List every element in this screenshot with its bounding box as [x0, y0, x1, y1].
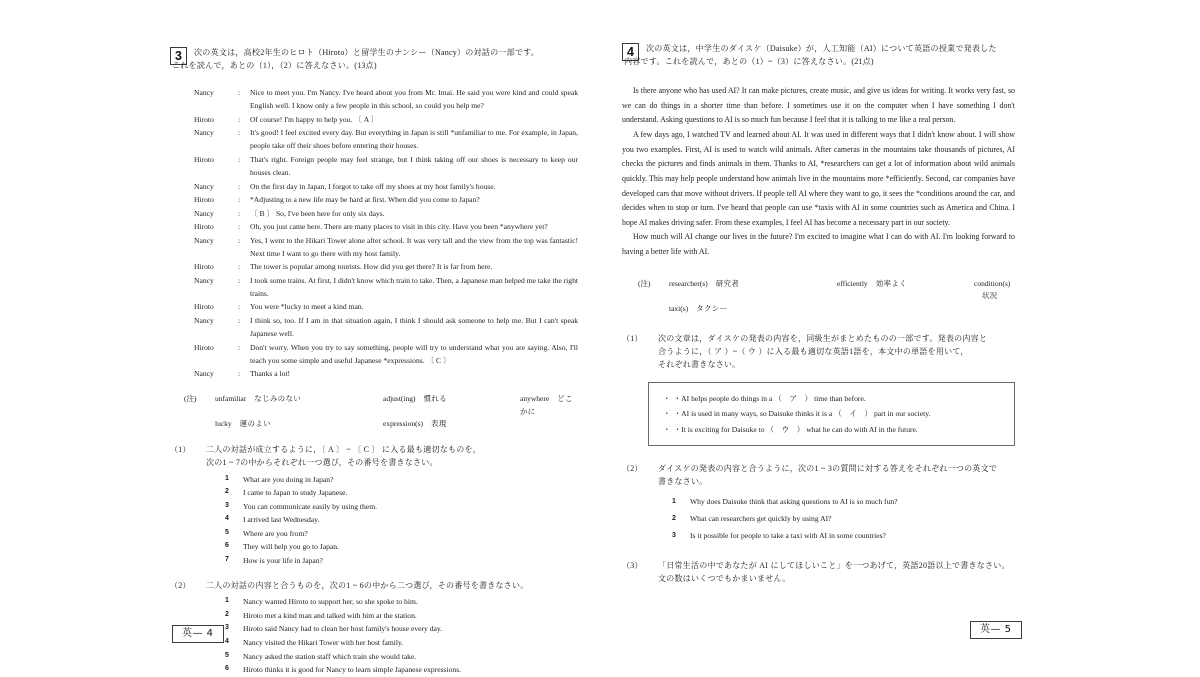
choice-text: Is it possible for people to take a taxi with AI in some countries?: [690, 530, 886, 540]
dialogue-speaker: Nancy: [194, 181, 214, 191]
bullet-icon: ・: [663, 424, 671, 434]
note-entry: [520, 393, 578, 418]
notes-row: [638, 303, 1015, 316]
note-gloss: 運のよい: [239, 419, 271, 429]
note-term: expression(s): [383, 419, 423, 429]
question-3-instruction: [172, 46, 540, 72]
sub-question-4-1: [622, 332, 1015, 372]
choice-item: [225, 540, 578, 554]
dialogue-colon: :: [238, 128, 241, 138]
choice-text: Where are you from?: [243, 528, 308, 538]
dialogue-line: [194, 113, 578, 126]
note-gloss: 効率よく: [875, 278, 907, 288]
dialogue-text: *Adjusting to a new life may be hard at first. When did you come to Japan?: [250, 195, 480, 205]
dialogue-speaker: Nancy: [194, 235, 214, 245]
choice-number: 7: [225, 555, 229, 563]
question-4-heading: [622, 42, 1015, 68]
note-gloss: 研究者: [715, 278, 740, 288]
notes-row: [638, 278, 1015, 303]
sub-question-text: [658, 332, 1015, 372]
note-entry: [215, 418, 383, 431]
bullet-icon: ・: [663, 409, 671, 419]
dialogue-text: You were *lucky to meet a kind man.: [250, 302, 364, 312]
note-gloss: 表現: [431, 419, 447, 429]
question-4-instruction-line2: 内容です。これを読んで，あとの（1）~（3）に答えなさい。(21点): [624, 57, 874, 67]
choice-list: [225, 595, 578, 676]
sub-question-label: （2）: [170, 581, 191, 591]
choice-number: 4: [225, 515, 229, 523]
choice-item: [225, 513, 578, 527]
sub-question-4-2: [622, 462, 1015, 545]
dialogue-text: Nice to meet you. I'm Nancy. I've heard about you from Mr. Imai. He said you were kind and could speak English well. I know only a few people in this school, so could you help me?: [250, 88, 578, 111]
dialogue-text: Yes, I went to the Hikari Tower alone after school. It was very tall and the view from the top was fantastic! Next time I want to go there with my host family.: [250, 235, 578, 258]
sub-question-text-line2: 文の数はいくつでもかまいません。: [658, 573, 791, 583]
choice-number: 2: [225, 610, 229, 618]
choice-item: [672, 511, 1015, 528]
choice-text: How is your life in Japan?: [243, 555, 323, 565]
sub-question-text-line2: 次の1 ~ 7の中からそれぞれ一つ選び，その番号を書きなさい。: [206, 458, 438, 468]
dialogue-colon: :: [238, 342, 241, 352]
dialogue-text: Don't worry. When you try to say something, people will try to understand what you are saying. Also, I'll teach you some simple and useful Japanese *expressions. 〔 C 〕: [250, 342, 578, 365]
summary-line: [663, 391, 1002, 406]
note-gloss: 状況: [982, 291, 998, 301]
sub-question-text-line1: ダイスケの発表の内容と合うように，次の1 ~ 3の質問に対する答えをそれぞれ一つの英文で: [658, 463, 998, 473]
note-term: researcher(s): [669, 278, 708, 288]
notes-block-question-3: [184, 393, 578, 431]
question-4-instruction: [624, 42, 997, 68]
sub-question-text: [658, 462, 1015, 489]
question-number-box: 4: [622, 43, 639, 61]
choice-number: 2: [225, 488, 229, 496]
summary-line-text: ・AI helps people do things in a （ ア ） time than before.: [673, 394, 866, 404]
choice-number: 3: [225, 624, 229, 632]
dialogue-text: 〔 B 〕 So, I've been here for only six days.: [250, 208, 385, 218]
choice-item: [672, 528, 1015, 545]
dialogue-colon: :: [238, 195, 241, 205]
sub-question-text-line1: 「日常生活の中であなたが AI にしてほしいこと」を一つあげて，英語20語以上で書きなさい。: [658, 560, 1010, 570]
dialogue-colon: :: [238, 114, 241, 124]
note-term: unfamiliar: [215, 394, 247, 404]
choice-number: 5: [225, 528, 229, 536]
choice-list: [225, 473, 578, 568]
choice-number: 6: [225, 542, 229, 550]
page-left: [0, 0, 600, 675]
dialogue-text: Of course! I'm happy to help you. 〔 A 〕: [250, 114, 379, 124]
sub-question-label: （1）: [170, 445, 191, 455]
choice-item: [225, 595, 578, 609]
choice-number: 4: [225, 637, 229, 645]
choice-item: [225, 486, 578, 500]
choice-text: What can researchers get quickly by using AI?: [690, 514, 832, 524]
question-number-box: 3: [170, 47, 187, 65]
choice-text: Nancy visited the Hikari Tower with her host family.: [243, 637, 404, 647]
choice-number: 1: [225, 474, 229, 482]
notes-row: [184, 393, 578, 418]
page-right: [600, 0, 1200, 675]
sub-question-4-3: [622, 559, 1015, 586]
dialogue-speaker: Nancy: [194, 369, 214, 379]
note-term: lucky: [215, 419, 232, 429]
sub-question-label: （2）: [622, 463, 643, 473]
notes-label: (注): [638, 278, 651, 288]
note-entry: [669, 303, 837, 316]
note-gloss: なじみのない: [254, 394, 302, 404]
note-term: anywhere: [520, 394, 550, 404]
choice-text: Hiroto thinks it is good for Nancy to learn simple Japanese expressions.: [243, 665, 462, 675]
note-entry: [383, 418, 520, 431]
page-tag-right: [970, 621, 1022, 640]
dialogue-line: [194, 86, 578, 112]
dialogue-line: [194, 341, 578, 367]
question-3-instruction-line2: これを読んで，あとの（1），（2）に答えなさい。(13点): [172, 61, 377, 71]
page-tag-left-text: 英— 4: [182, 627, 214, 639]
choice-number: 5: [225, 651, 229, 659]
dialogue-colon: :: [238, 369, 241, 379]
choice-number: 3: [225, 501, 229, 509]
question-3-instruction-line1: 次の英文は，高校2年生のヒロト（Hiroto）と留学生のナンシー（Nancy）の対話の一部です。: [194, 48, 540, 57]
choice-item: [225, 473, 578, 487]
dialogue-colon: :: [238, 302, 241, 312]
passage-paragraph: Is there anyone who has used AI? It can make pictures, create music, and give us ideas for writing. It works very fast, so we can do things in a shorter time than before. I sometimes use it on the computer when I have something I don't understand. Asking questions to AI is so much fun because I feel that it is talking to me like a real person.: [622, 86, 1015, 125]
note-gloss: 慣れる: [423, 394, 447, 404]
note-term: efficiently: [837, 278, 868, 288]
dialogue-text: The tower is popular among tourists. How did you get there? It is far from here.: [250, 262, 493, 272]
dialogue-colon: :: [238, 222, 241, 232]
choice-text: Nancy wanted Hiroto to support her, so she spoke to him.: [243, 597, 418, 607]
choice-item: [225, 500, 578, 514]
choice-number: 1: [672, 498, 676, 506]
choice-item: [225, 527, 578, 541]
dialogue-line: [194, 260, 578, 273]
bullet-icon: ・: [663, 394, 671, 404]
note-term: taxi(s): [669, 303, 689, 313]
choice-number: 2: [672, 515, 676, 523]
dialogue-colon: :: [238, 181, 241, 191]
sub-question-text: 二人の対話の内容と合うものを，次の1 ~ 6の中から二つ選び，その番号を書きなさい。: [206, 581, 529, 591]
choice-text: Why does Daisuke think that asking questions to AI is so much fun?: [690, 497, 898, 507]
dialogue-text: Oh, you just came here. There are many places to visit in this city. Have you been *anywhere yet?: [250, 222, 548, 232]
choice-text: Hiroto said Nancy had to clean her host family's house every day.: [243, 624, 443, 634]
dialogue-speaker: Nancy: [194, 88, 214, 98]
dialogue-line: [194, 314, 578, 340]
dialogue-line: [194, 153, 578, 179]
dialogue-speaker: Nancy: [194, 275, 214, 285]
sub-question-text-line1: 二人の対話が成立するように，〔 A 〕 ~ 〔 C 〕 に入る最も適切なものを，: [206, 445, 481, 455]
choice-text: You can communicate easily by using them.: [243, 501, 377, 511]
sub-question-label: （1）: [622, 333, 643, 343]
question-3-heading: [170, 46, 578, 72]
note-entry: [974, 278, 1015, 303]
choice-number: 6: [225, 665, 229, 673]
sub-question-label: （3）: [622, 560, 643, 570]
note-term: adjust(ing): [383, 394, 416, 404]
summary-line: [663, 406, 1002, 421]
sub-question-text-line1: 次の文章は，ダイスケの発表の内容を，同級生がまとめたものの一部です。発表の内容と: [658, 333, 988, 343]
sub-question-3-2: [170, 579, 578, 676]
dialogue-speaker: Hiroto: [194, 342, 214, 352]
summary-fill-in-box: [648, 382, 1015, 446]
dialogue-line: [194, 126, 578, 152]
sub-question-text: [206, 443, 578, 470]
choice-item: [225, 554, 578, 568]
dialogue-text: Thanks a lot!: [250, 369, 291, 379]
choice-text: They will help you go to Japan.: [243, 542, 339, 552]
choice-item: [225, 650, 578, 664]
dialogue-line: [194, 274, 578, 300]
choice-text: Nancy asked the station staff which train she would take.: [243, 651, 417, 661]
dialogue-line: [194, 193, 578, 206]
notes-label-spacer: [638, 303, 669, 316]
note-entry: [383, 393, 520, 418]
note-gloss: どこかに: [520, 394, 573, 416]
dialogue-speaker: Hiroto: [194, 114, 214, 124]
choice-text: I arrived last Wednesday.: [243, 515, 320, 525]
sub-question-text-line2: 書きなさい。: [658, 477, 708, 487]
notes-block-question-4: [638, 278, 1015, 316]
note-entry: [837, 278, 974, 303]
dialogue-colon: :: [238, 262, 241, 272]
dialogue-colon: :: [238, 154, 241, 164]
choice-list: [672, 494, 1015, 544]
choice-text: I came to Japan to study Japanese.: [243, 488, 348, 498]
passage-paragraph: How much will AI change our lives in the future? I'm excited to imagine what I can do with AI. I'm looking forward to having a better life with AI.: [622, 232, 1015, 257]
choice-item: [672, 494, 1015, 511]
dialogue-colon: :: [238, 275, 241, 285]
note-entry: [215, 393, 383, 418]
sub-question-text: [658, 559, 1015, 586]
dialogue-line: [194, 367, 578, 380]
note-entry: [669, 278, 837, 303]
sub-question-3-1: [170, 443, 578, 567]
reading-passage: [622, 84, 1015, 260]
choice-item: [225, 609, 578, 623]
choice-text: What are you doing in Japan?: [243, 474, 334, 484]
dialogue-speaker: Hiroto: [194, 222, 214, 232]
summary-line-text: ・It is exciting for Daisuke to （ ウ ） what he can do with AI in the future.: [673, 424, 918, 434]
summary-line: [663, 422, 1002, 437]
sub-question-text-line3: それぞれ書きなさい。: [658, 360, 741, 370]
dialogue-speaker: Hiroto: [194, 302, 214, 312]
dialogue-line: [194, 220, 578, 233]
choice-number: 3: [672, 531, 676, 539]
choice-item: [225, 636, 578, 650]
dialogue-text: I took some trains. At first, I didn't know which train to take. Then, a Japanese man helped me take the right trains.: [250, 275, 578, 298]
page-tag-left: [172, 625, 224, 644]
dialogue-text: On the first day in Japan, I forgot to take off my shoes at my host family's house.: [250, 181, 496, 191]
notes-row: [184, 418, 578, 431]
dialogue-colon: :: [238, 316, 241, 326]
choice-number: 1: [225, 597, 229, 605]
note-gloss: タクシー: [696, 303, 728, 313]
dialogue-speaker: Hiroto: [194, 262, 214, 272]
dialogue-speaker: Hiroto: [194, 195, 214, 205]
dialogue-line: [194, 234, 578, 260]
dialogue-text: I think so, too. If I am in that situation again, I think I should ask someone to help me. But I can't speak Japanese well.: [250, 316, 578, 339]
dialogue-speaker: Nancy: [194, 316, 214, 326]
choice-text: Hiroto met a kind man and talked with him at the station.: [243, 610, 417, 620]
dialogue-text: That's right. Foreign people may feel strange, but I think taking off our shoes is necessary to keep our houses clean.: [250, 154, 578, 177]
page-tag-right-text: 英— 5: [980, 623, 1012, 635]
dialogue-block: [194, 86, 578, 380]
dialogue-speaker: Hiroto: [194, 154, 214, 164]
dialogue-line: [194, 207, 578, 220]
dialogue-line: [194, 300, 578, 313]
dialogue-line: [194, 180, 578, 193]
dialogue-colon: :: [238, 88, 241, 98]
choice-item: [225, 622, 578, 636]
dialogue-speaker: Nancy: [194, 208, 214, 218]
question-4-instruction-line1: 次の英文は，中学生のダイスケ（Daisuke）が，人工知能（AI）について英語の授業で発表した: [646, 44, 997, 53]
summary-line-text: ・AI is used in many ways, so Daisuke thinks it is a （ イ ） part in our society.: [673, 409, 931, 419]
passage-paragraph: A few days ago, I watched TV and learned about AI. It was used in different ways that I didn't know about. I will show you two examples. First, AI is used to watch wild animals. After cameras in the mountains take thousands of pictures, AI checks the pictures and finds animals in them. Thanks to AI, *researchers can get a lot of information about wild animals quickly. This may help people understand how animals live in the mountains more *efficiently. Second, car companies have developed cars that move without drivers. If people tell AI where they want to go, it sees the *conditions around the car, and decides when to stop or turn. I've heard that people can use *taxis with AI in some countries such as America and China. I hope AI makes driving safer. From these examples, I feel AI has become a necessary part in our society.: [622, 130, 1015, 227]
sub-question-text-line2: 合うように，（ ア ）~（ ウ ）に入る最も適切な英語1語を，本文中の単語を用いて，: [658, 346, 969, 356]
dialogue-text: It's good! I feel excited every day. But everything in Japan is still *unfamiliar to me. For example, in Japan, people take off their shoes before entering their houses.: [250, 128, 578, 151]
notes-label-spacer: [184, 418, 215, 431]
note-term: condition(s): [974, 278, 1011, 288]
dialogue-colon: :: [238, 235, 241, 245]
dialogue-speaker: Nancy: [194, 128, 214, 138]
notes-label: (注): [184, 394, 197, 404]
dialogue-colon: :: [238, 208, 241, 218]
